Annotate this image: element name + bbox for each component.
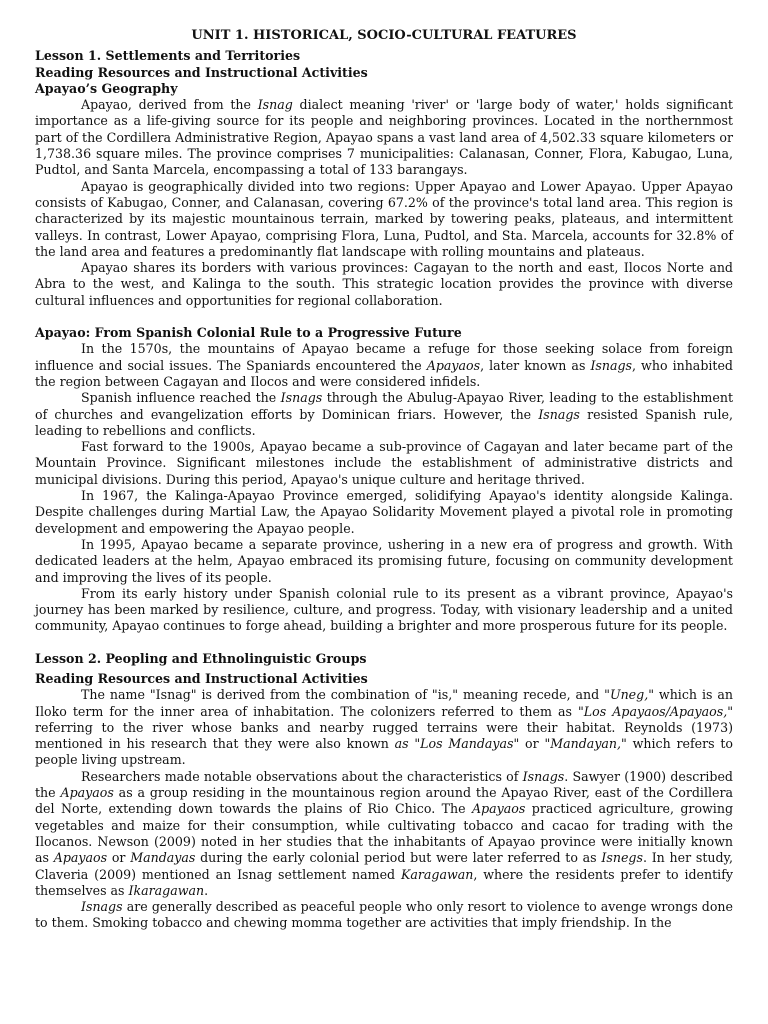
history-paragraph-4: In 1967, the Kalinga-Apayao Province emerged, solidifying Apayao's identity alongside Kalinga. Despite challenges during Martial Law, the Apayao Solidarity Movement played a pivotal role in promoting development and empowering the Apayao people. bbox=[35, 488, 733, 536]
geography-paragraph-2: Apayao is geographically divided into two regions: Upper Apayao and Lower Apayao. Upper Apayao consists of Kabugao, Conner, and Calanasan, covering 67.2% of the province's total land area. This region is characterized by its majestic mountainous terrain, marked by towering peaks, plateaus, and intermittent valleys. In contrast, Lower Apayao, comprising Flora, Luna, Pudtol, and Sta. Marcela, accounts for 32.8% of the land area and features a predominantly flat landscape with rolling mountains and plateaus. bbox=[35, 178, 733, 259]
italic-term: Karagawan bbox=[400, 866, 474, 882]
history-paragraph-5: In 1995, Apayao became a separate province, ushering in a new era of progress and growth. With dedicated leaders at the helm, Apayao embraced its promising future, focusing on community development and improving the lives of its people. bbox=[35, 536, 733, 585]
italic-term: Isnags bbox=[538, 406, 580, 422]
italic-term: Ikaragawan bbox=[128, 882, 205, 898]
italic-term: Apayaos bbox=[426, 357, 481, 373]
italic-term: "Los Apayaos/Apayaos," bbox=[578, 703, 733, 719]
peopling-paragraph-3: Isnags are generally described as peaceful people who only resort to violence to avenge wrongs done to them. Smoking tobacco and chewing momma together are activities that imply friendship. In the bbox=[35, 899, 733, 931]
peopling-paragraph-2: Researchers made notable observations about the characteristics of Isnags. Sawyer (1900) described the Apayaos as a group residing in the mountainous region around the Apayao River, east of the Cordillera del Norte, extending down towards the plains of Rio Chico. The Apayaos practiced agriculture, growing vegetables and maize for their consumption, while cultivating tobacco and cacao for trading with the Ilocanos. Newson (2009) noted in her studies that the inhabitants of Apayao province were initially known as Apayaos or Mandayas during the early colonial period but were later referred to as Isnegs. In her study, Claveria (2009) mentioned an Isnag settlement named Karagawan, where the residents prefer to identify themselves as Ikaragawan. bbox=[35, 768, 734, 898]
history-paragraph-3: Fast forward to the 1900s, Apayao became a sub-province of Cagayan and later became part of the Mountain Province. Significant milestones include the establishment of administrative districts and municipal divisions. During this period, Apayao's unique culture and heritage thrived. bbox=[35, 439, 733, 487]
italic-term: Apayaos bbox=[53, 850, 108, 866]
history-paragraph-2: Spanish influence reached the Isnags through the Abulug-Apayao River, leading to the establishment of churches and evangelization efforts by Dominican friars. However, the Isnags resisted Spanish rule, leading to rebellions and conflicts. bbox=[35, 390, 734, 438]
italic-term: Isnag bbox=[257, 97, 293, 113]
italic-term: Isnegs bbox=[601, 850, 643, 866]
italic-term: Isnags bbox=[280, 390, 323, 406]
document-page bbox=[35, 28, 733, 932]
lesson-1-subtitle: Reading Resources and Instructional Activities bbox=[35, 64, 368, 80]
italic-term: Isnags bbox=[522, 768, 565, 784]
history-paragraph-1: In the 1570s, the mountains of Apayao became a refuge for those seeking solace from foreign influence and social issues. The Spaniards encountered the Apayaos, later known as Isnags, who inhabited the region between Cagayan and Ilocos and were considered infidels. bbox=[35, 341, 733, 389]
italic-term: Apayaos bbox=[472, 801, 526, 817]
lesson-1-title: Lesson 1. Settlements and Territories bbox=[35, 48, 301, 64]
italic-term: as "Los Mandayas" bbox=[394, 736, 520, 752]
section-geography-heading: Apayao’s Geography bbox=[35, 80, 178, 96]
section-history-heading: Apayao: From Spanish Colonial Rule to a Progressive Future bbox=[35, 325, 462, 341]
geography-paragraph-3: Apayao shares its borders with various provinces: Cagayan to the north and east, Ilocos Norte and Abra to the west, and Kalinga to the south. This strategic location provides the province with diverse cultural influences and opportunities for regional collaboration. bbox=[35, 260, 733, 308]
italic-term: Mandayas bbox=[130, 850, 196, 866]
italic-term: Isnags bbox=[590, 357, 633, 373]
lesson-2-subtitle: Reading Resources and Instructional Activities bbox=[35, 670, 368, 686]
italic-term: "Mandayan," bbox=[544, 736, 627, 752]
geography-paragraph-1: Apayao, derived from the Isnag dialect meaning 'river' or 'large body of water,' holds significant importance as a life-giving source for its people and neighboring provinces. Located in the northernmost part of the Cordillera Administrative Region, Apayao spans a vast land area of 4,502.33 square kilometers or 1,738.36 square miles. The province comprises 7 municipalities: Calanasan, Conner, Flora, Kabugao, Luna, Pudtol, and Santa Marcela, encompassing a total of 133 barangays. bbox=[35, 97, 733, 178]
lesson-2-title: Lesson 2. Peopling and Ethnolinguistic Groups bbox=[35, 650, 367, 666]
italic-term: Apayaos bbox=[60, 785, 114, 801]
italic-term: "Uneg," bbox=[604, 687, 654, 703]
unit-title: UNIT 1. HISTORICAL, SOCIO-CULTURAL FEATURES bbox=[191, 28, 577, 43]
italic-term: Isnags bbox=[81, 899, 123, 915]
history-paragraph-6: From its early history under Spanish colonial rule to its present as a vibrant province, Apayao's journey has been marked by resilience, culture, and progress. Today, with visionary leadership and a united community, Apayao continues to forge ahead, building a brighter and more prosperous future for its people. bbox=[35, 585, 733, 634]
peopling-paragraph-1: The name "Isnag" is derived from the combination of "is," meaning recede, and "Uneg," which is an Iloko term for the inner area of inhabitation. The colonizers referred to them as "Los Apayaos/Apayaos," referring to the river whose banks and nearby rugged terrains were their habitat. Reynolds (1973) mentioned in his research that they were also known as "Los Mandayas" or "Mandayan," which refers to people living upstream. bbox=[35, 687, 733, 768]
